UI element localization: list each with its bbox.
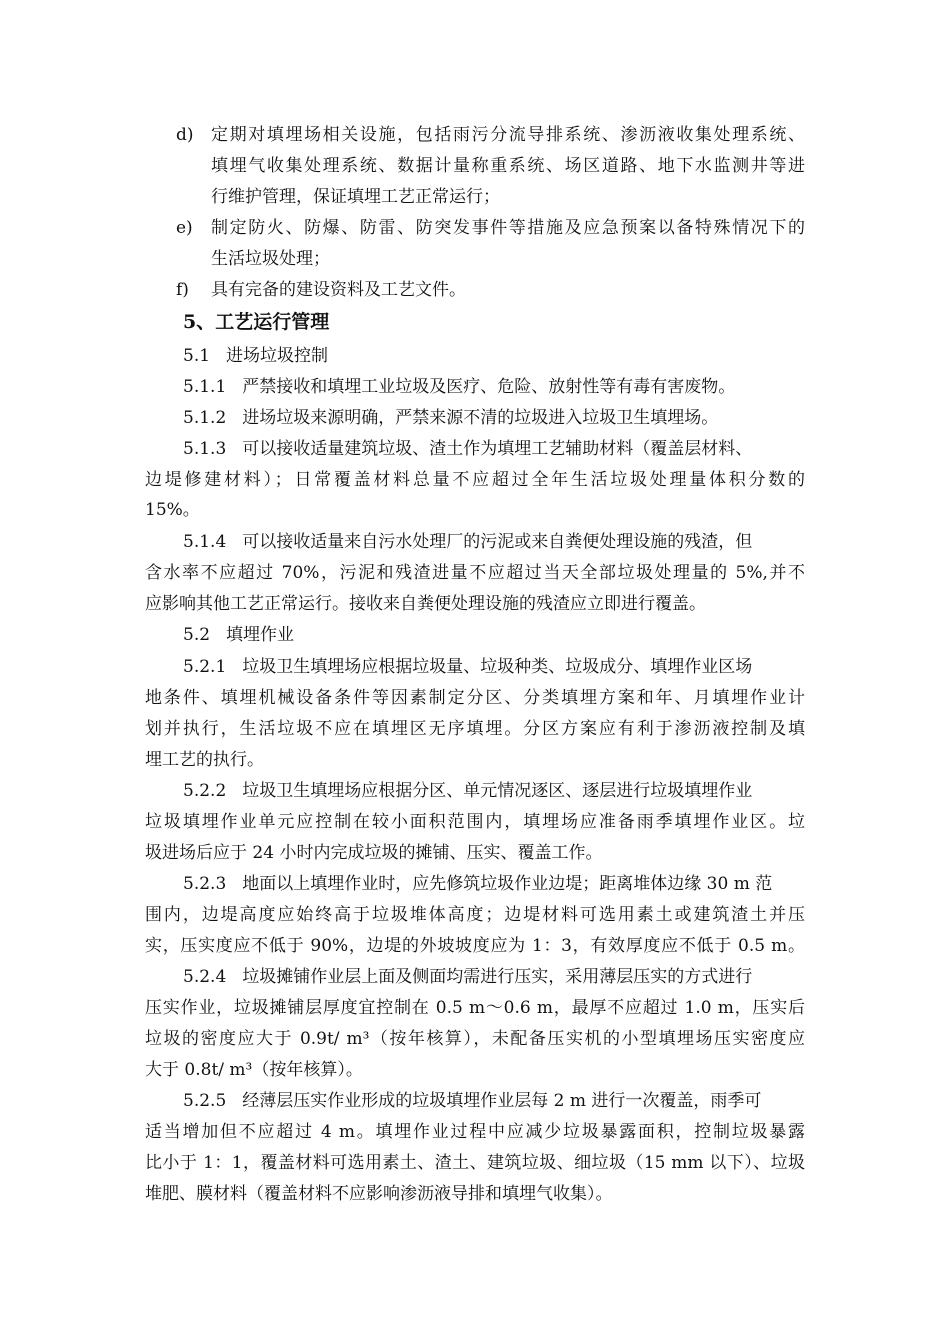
clause-number: 5.1.2	[183, 408, 227, 428]
clause-5-2-5-line-3: 比小于 1：1，覆盖材料可选用素土、渣土、建筑垃圾、细垃圾（15 mm 以下）、垃圾	[145, 1153, 805, 1173]
clause-5-2-4-line-2: 压实作业，垃圾摊铺层厚度宜控制在 0.5 m～0.6 m，最厚不应超过 1.0 m，压实后	[145, 998, 805, 1018]
clause-number: 5.1.4	[183, 532, 227, 552]
clause-5-1-4	[183, 531, 752, 553]
clause-5-2-4-line-4: 大于 0.8t/ m³（按年核算）。	[145, 1060, 363, 1080]
clause-number: 5.2.2	[183, 781, 227, 801]
clause-5-2-5-line-2: 适当增加但不应超过 4 m。填埋作业过程中应减少垃圾暴露面积，控制垃圾暴露	[145, 1122, 805, 1142]
clause-number: 5.2.1	[183, 657, 227, 677]
section-heading-5: 5、工艺运行管理	[183, 311, 330, 333]
clause-5-2-2	[183, 780, 752, 802]
list-e-line-1: 制定防火、防爆、防雷、防突发事件等措施及应急预案以备特殊情况下的	[211, 218, 805, 238]
clause-5-2-2-line-2: 垃圾填埋作业单元应控制在较小面积范围内，填埋场应准备雨季填埋作业区。垃	[145, 812, 805, 832]
list-d-line-3: 行维护管理，保证填埋工艺正常运行；	[211, 187, 500, 207]
clause-5-2-4-line-3: 垃圾的密度应大于 0.9t/ m³（按年核算），未配备压实机的小型填埋场压实密度应	[145, 1029, 805, 1049]
clause-5-2-1	[183, 656, 752, 678]
clause-5-1-3	[183, 438, 752, 460]
clause-5-2-1-line-4: 埋工艺的执行。	[145, 750, 264, 770]
clause-5-2-3	[183, 873, 772, 895]
clause-text: 经薄层压实作业形成的垃圾填埋作业层每 2 m 进行一次覆盖，雨季可	[242, 1091, 762, 1111]
list-marker-d: d)	[176, 125, 194, 145]
clause-text: 严禁接收和填埋工业垃圾及医疗、危险、放射性等有毒有害废物。	[242, 377, 736, 397]
clause-text: 垃圾卫生填埋场应根据分区、单元情况逐区、逐层进行垃圾填埋作业	[242, 781, 753, 801]
clause-number: 5.2.4	[183, 967, 227, 987]
clause-5-2-1-line-3: 划并执行，生活垃圾不应在填埋区无序填埋。分区方案应有利于渗沥液控制及填	[145, 719, 805, 739]
clause-5-1-1	[183, 376, 735, 398]
list-f-line-1: 具有完备的建设资料及工艺文件。	[211, 280, 466, 300]
clause-5-2-2-line-3: 圾进场后应于 24 小时内完成垃圾的摊铺、压实、覆盖工作。	[145, 843, 603, 863]
clause-5-2-3-line-3: 实，压实度应不低于 90%，边堤的外坡坡度应为 1：3，有效厚度应不低于 0.5 m。	[145, 936, 805, 956]
clause-text: 可以接收适量建筑垃圾、渣土作为填埋工艺辅助材料（覆盖层材料、	[242, 439, 753, 459]
clause-5-1-2	[183, 407, 718, 429]
clause-text: 进场垃圾来源明确，严禁来源不清的垃圾进入垃圾卫生填埋场。	[242, 408, 719, 428]
clause-number: 5.1.1	[183, 377, 227, 397]
clause-text: 垃圾卫生填埋场应根据垃圾量、垃圾种类、垃圾成分、填埋作业区场	[242, 657, 753, 677]
subsection-title: 进场垃圾控制	[226, 346, 329, 366]
list-e-line-2: 生活垃圾处理；	[211, 249, 330, 269]
clause-5-2-1-line-2: 地条件、填埋机械设备条件等因素制定分区、分类填埋方案和年、月填埋作业计	[145, 688, 805, 708]
clause-5-2-5-line-4: 堆肥、膜材料（覆盖材料不应影响渗沥液导排和填埋气收集）。	[145, 1184, 613, 1204]
subsection-heading-5-2	[183, 624, 294, 646]
clause-text: 垃圾摊铺作业层上面及侧面均需进行压实，采用薄层压实的方式进行	[242, 967, 753, 987]
clause-number: 5.2.3	[183, 874, 227, 894]
list-marker-e: e)	[176, 218, 193, 238]
list-d-line-2: 填埋气收集处理系统、数据计量称重系统、场区道路、地下水监测井等进	[211, 156, 805, 176]
clause-5-2-5	[183, 1090, 761, 1112]
clause-5-2-4	[183, 966, 752, 988]
subsection-number: 5.1	[183, 346, 211, 366]
clause-number: 5.2.5	[183, 1091, 227, 1111]
clause-5-1-3-line-2: 边堤修建材料）；日常覆盖材料总量不应超过全年生活垃圾处理量体积分数的	[145, 470, 805, 490]
clause-5-1-4-line-3: 应影响其他工艺正常运行。接收来自粪便处理设施的残渣应立即进行覆盖。	[145, 594, 706, 614]
clause-text: 可以接收适量来自污水处理厂的污泥或来自粪便处理设施的残渣，但	[242, 532, 753, 552]
clause-text: 地面以上填埋作业时，应先修筑垃圾作业边堤；距离堆体边缘 30 m 范	[242, 874, 773, 894]
clause-5-1-3-line-3: 15%。	[145, 500, 200, 520]
clause-5-1-4-line-2: 含水率不应超过 70%，污泥和残渣进量不应超过当天全部垃圾处理量的 5%,并不	[145, 563, 805, 583]
list-d-line-1: 定期对填埋场相关设施，包括雨污分流导排系统、渗沥液收集处理系统、	[211, 125, 805, 145]
subsection-title: 填埋作业	[226, 625, 295, 645]
list-marker-f: f)	[176, 280, 189, 300]
subsection-heading-5-1	[183, 345, 328, 367]
subsection-number: 5.2	[183, 625, 211, 645]
clause-number: 5.1.3	[183, 439, 227, 459]
clause-5-2-3-line-2: 围内，边堤高度应始终高于垃圾堆体高度；边堤材料可选用素土或建筑渣土并压	[145, 905, 805, 925]
